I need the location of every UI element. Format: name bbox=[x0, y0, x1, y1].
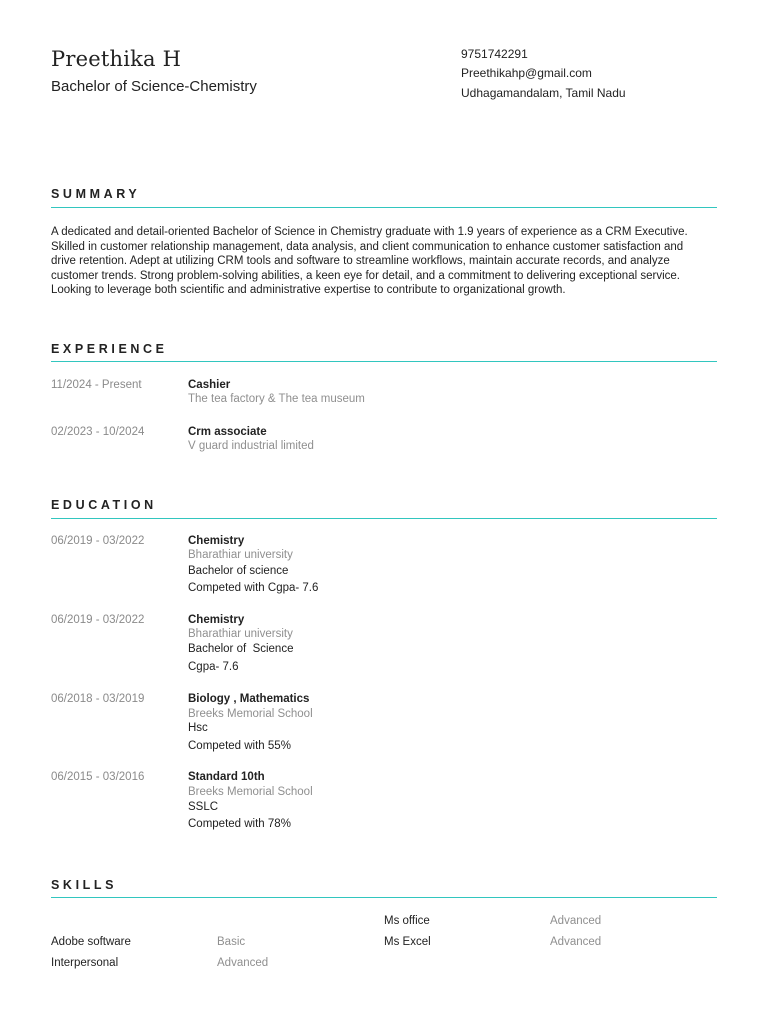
summary-line: A dedicated and detail-oriented Bachelor of Science in Chemistry graduate with 1.9 years of experience as a CRM Executive. bbox=[51, 226, 688, 238]
education-institution: Breeks Memorial School bbox=[188, 786, 313, 798]
summary-line: drive retention. Adept at utilizing CRM tools and software to streamline workflows, maintain accurate records, and analyze bbox=[51, 255, 670, 268]
experience-heading: EXPERIENCE bbox=[51, 342, 168, 356]
education-heading: EDUCATION bbox=[51, 498, 157, 512]
skill-level: Advanced bbox=[550, 936, 602, 948]
skills-divider bbox=[51, 897, 717, 898]
experience-title: Cashier bbox=[188, 379, 231, 391]
education-result: Competed with Cgpa- 7.6 bbox=[188, 582, 319, 594]
experience-date: 02/2023 - 10/2024 bbox=[51, 426, 145, 438]
education-date: 06/2018 - 03/2019 bbox=[51, 693, 145, 705]
education-degree: Bachelor of Science bbox=[188, 643, 294, 655]
skill-name: Adobe software bbox=[51, 936, 131, 948]
experience-organization: The tea factory & The tea museum bbox=[188, 393, 365, 405]
education-result: Competed with 78% bbox=[188, 818, 291, 830]
education-result: Cgpa- 7.6 bbox=[188, 661, 239, 673]
skill-level: Advanced bbox=[550, 915, 602, 927]
education-date: 06/2019 - 03/2022 bbox=[51, 614, 145, 626]
phone-number: 9751742291 bbox=[461, 47, 528, 61]
experience-divider bbox=[51, 361, 717, 362]
summary-line: customer trends. Strong problem-solving abilities, a keen eye for detail, and a commitment to delivering exceptional service. bbox=[51, 269, 680, 282]
education-degree: Hsc bbox=[188, 722, 208, 734]
education-field: Biology , Mathematics bbox=[188, 693, 310, 705]
education-field: Chemistry bbox=[188, 614, 245, 626]
education-institution: Breeks Memorial School bbox=[188, 708, 313, 720]
skill-level: Basic bbox=[217, 936, 246, 948]
summary-divider bbox=[51, 207, 717, 208]
summary-line: Looking to leverage both scientific and administrative expertise to contribute to organizational growth. bbox=[51, 284, 566, 297]
skill-name: Ms office bbox=[384, 915, 430, 927]
experience-title: Crm associate bbox=[188, 426, 267, 438]
education-institution: Bharathiar university bbox=[188, 549, 293, 561]
candidate-name: Preethika H bbox=[51, 47, 182, 71]
skill-level: Advanced bbox=[217, 957, 269, 969]
education-date: 06/2015 - 03/2016 bbox=[51, 771, 145, 783]
skill-name: Interpersonal bbox=[51, 957, 119, 969]
skills-heading: SKILLS bbox=[51, 878, 118, 892]
location: Udhagamandalam, Tamil Nadu bbox=[461, 86, 626, 100]
education-field: Chemistry bbox=[188, 535, 245, 547]
skill-name: Ms Excel bbox=[384, 936, 431, 948]
education-result: Competed with 55% bbox=[188, 740, 291, 752]
summary-line: Skilled in customer relationship management, data analysis, and client communication to enhance customer satisfaction and bbox=[51, 240, 684, 253]
education-date: 06/2019 - 03/2022 bbox=[51, 535, 145, 547]
summary-text bbox=[51, 225, 721, 298]
summary-heading: SUMMARY bbox=[51, 187, 141, 201]
email-address: Preethikahp@gmail.com bbox=[461, 66, 592, 80]
experience-date: 11/2024 - Present bbox=[51, 379, 142, 391]
experience-organization: V guard industrial limited bbox=[188, 440, 314, 452]
education-divider bbox=[51, 518, 717, 519]
candidate-degree: Bachelor of Science-Chemistry bbox=[51, 78, 257, 95]
education-institution: Bharathiar university bbox=[188, 628, 293, 640]
education-field: Standard 10th bbox=[188, 771, 265, 783]
education-degree: Bachelor of science bbox=[188, 565, 289, 577]
education-degree: SSLC bbox=[188, 801, 219, 813]
